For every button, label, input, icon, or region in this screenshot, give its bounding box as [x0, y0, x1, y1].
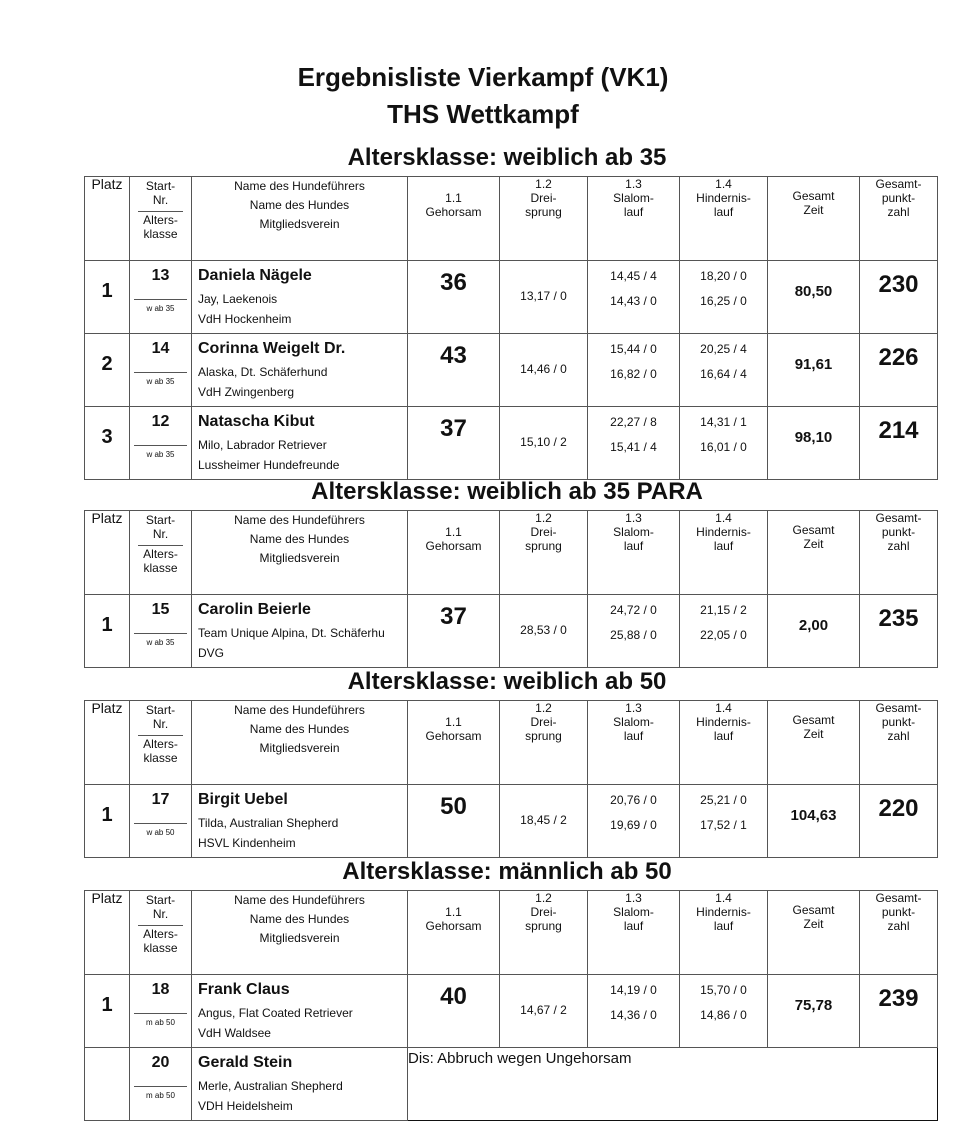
start-cell [130, 595, 192, 668]
header-gehorsam: 1.1 Gehorsam [408, 511, 500, 595]
gesamtzeit-cell [768, 261, 860, 334]
gesamtzeit-value: 98,10 [794, 429, 833, 446]
header-name-line: Name des Hundes [249, 722, 350, 736]
header-hindernis: 1.4 Hindernis- lauf [680, 891, 768, 975]
altersklasse-value: m ab 50 [146, 1018, 175, 1027]
header-hindernis: 1.4 Hindernis- lauf [680, 701, 768, 785]
start-divider [134, 633, 187, 634]
header-name-line: Mitgliedsverein [259, 741, 340, 755]
slalom-run-2: 16,82 / 0 [610, 367, 657, 381]
header-name [192, 891, 408, 975]
header-name-line: Name des Hundeführers [234, 703, 365, 717]
handler-name: Carolin Beierle [198, 601, 311, 618]
platz-cell [85, 595, 130, 668]
hindernis-cell [680, 595, 768, 668]
hindernis-run-2: 14,86 / 0 [700, 1008, 747, 1022]
gehorsam-cell [408, 334, 500, 407]
dog-name: Alaska, Dt. Schäferhund [198, 365, 328, 379]
header-name-line: Mitgliedsverein [259, 217, 340, 231]
hindernis-run-1: 14,31 / 1 [700, 415, 747, 429]
header-name [192, 701, 408, 785]
gehorsam-value: 37 [440, 415, 467, 442]
hindernis-cell [680, 975, 768, 1048]
header-dreisprung: 1.2 Drei- sprung [500, 891, 588, 975]
slalom-run-1: 15,44 / 0 [610, 342, 657, 356]
platz-value: 1 [101, 804, 113, 826]
start-number: 13 [151, 267, 170, 284]
platz-cell [85, 261, 130, 334]
slalom-run-1: 14,19 / 0 [610, 983, 657, 997]
results-table [84, 890, 938, 1121]
table-row [85, 407, 938, 480]
header-altersklasse-label: Alters- klasse [143, 547, 178, 575]
club-name: Lussheimer Hundefreunde [198, 458, 340, 472]
start-cell [130, 407, 192, 480]
hindernis-cell [680, 785, 768, 858]
handler-name: Birgit Uebel [198, 791, 288, 808]
name-cell [192, 334, 408, 407]
gehorsam-value: 37 [440, 603, 467, 630]
header-divider [138, 545, 183, 546]
header-start-nr [130, 511, 192, 595]
table-row [85, 975, 938, 1048]
start-cell [130, 1048, 192, 1121]
header-dreisprung: 1.2 Drei- sprung [500, 701, 588, 785]
header-gehorsam: 1.1 Gehorsam [408, 891, 500, 975]
gehorsam-cell [408, 407, 500, 480]
header-name [192, 177, 408, 261]
start-number: 18 [151, 981, 170, 998]
punktzahl-cell [860, 261, 938, 334]
header-gesamtzeit: Gesamt Zeit [768, 701, 860, 785]
table-row [85, 1048, 938, 1121]
hindernis-run-2: 17,52 / 1 [700, 818, 747, 832]
handler-name: Gerald Stein [198, 1054, 293, 1071]
hindernis-run-2: 16,01 / 0 [700, 440, 747, 454]
section-title: Altersklasse: weiblich ab 35 PARA [311, 478, 703, 505]
header-gesamtzeit: Gesamt Zeit [768, 891, 860, 975]
header-hindernis: 1.4 Hindernis- lauf [680, 177, 768, 261]
punktzahl-value: 214 [878, 417, 919, 444]
header-punktzahl: Gesamt- punkt- zahl [860, 701, 938, 785]
dog-name: Milo, Labrador Retriever [198, 438, 327, 452]
platz-value: 3 [101, 426, 113, 448]
name-cell [192, 595, 408, 668]
dog-name: Team Unique Alpina, Dt. Schäferhu [198, 626, 385, 640]
hindernis-run-1: 25,21 / 0 [700, 793, 747, 807]
platz-cell [85, 407, 130, 480]
header-name-line: Mitgliedsverein [259, 931, 340, 945]
section-title: Altersklasse: männlich ab 50 [342, 858, 672, 885]
header-dreisprung: 1.2 Drei- sprung [500, 177, 588, 261]
header-platz: Platz [85, 511, 130, 595]
gesamtzeit-value: 104,63 [790, 807, 837, 824]
header-slalom: 1.3 Slalom- lauf [588, 701, 680, 785]
gesamtzeit-cell [768, 785, 860, 858]
start-cell [130, 334, 192, 407]
header-slalom: 1.3 Slalom- lauf [588, 177, 680, 261]
table-row [85, 785, 938, 858]
gehorsam-cell [408, 261, 500, 334]
punktzahl-cell [860, 785, 938, 858]
table-row [85, 595, 938, 668]
header-gesamtzeit: Gesamt Zeit [768, 177, 860, 261]
platz-value: 1 [101, 994, 113, 1016]
header-name-line: Name des Hundes [249, 912, 350, 926]
slalom-run-1: 24,72 / 0 [610, 603, 657, 617]
punktzahl-cell [860, 334, 938, 407]
name-cell [192, 975, 408, 1048]
altersklasse-value: w ab 35 [146, 377, 175, 386]
gesamtzeit-value: 80,50 [794, 283, 833, 300]
slalom-cell [588, 407, 680, 480]
handler-name: Corinna Weigelt Dr. [198, 340, 346, 357]
header-start-nr-label: Start- Nr. [145, 893, 176, 921]
header-name [192, 511, 408, 595]
gesamtzeit-value: 2,00 [798, 617, 829, 634]
header-name-line: Name des Hundes [249, 532, 350, 546]
handler-name: Daniela Nägele [198, 267, 312, 284]
section-title: Altersklasse: weiblich ab 50 [347, 668, 667, 695]
slalom-run-1: 14,45 / 4 [610, 269, 657, 283]
start-divider [134, 372, 187, 373]
dreisprung-value: 14,46 / 0 [520, 362, 567, 376]
slalom-run-2: 14,43 / 0 [610, 294, 657, 308]
start-number: 20 [151, 1054, 170, 1071]
hindernis-run-2: 22,05 / 0 [700, 628, 747, 642]
punktzahl-value: 220 [878, 795, 919, 822]
dreisprung-cell [500, 334, 588, 407]
hindernis-run-1: 21,15 / 2 [700, 603, 747, 617]
punktzahl-cell [860, 975, 938, 1048]
start-cell [130, 975, 192, 1048]
gesamtzeit-cell [768, 334, 860, 407]
club-name: VdH Hockenheim [198, 312, 292, 326]
dog-name: Angus, Flat Coated Retriever [198, 1006, 353, 1020]
club-name: VDH Heidelsheim [198, 1099, 293, 1113]
header-platz: Platz [85, 177, 130, 261]
slalom-cell [588, 261, 680, 334]
slalom-run-1: 22,27 / 8 [610, 415, 657, 429]
results-table [84, 510, 938, 668]
platz-cell [85, 785, 130, 858]
name-cell [192, 261, 408, 334]
section-title: Altersklasse: weiblich ab 35 [347, 144, 667, 171]
platz-cell [85, 1048, 130, 1121]
dreisprung-value: 18,45 / 2 [520, 813, 567, 827]
altersklasse-value: m ab 50 [146, 1091, 175, 1100]
header-gesamtzeit: Gesamt Zeit [768, 511, 860, 595]
header-punktzahl: Gesamt- punkt- zahl [860, 891, 938, 975]
platz-value: 1 [101, 614, 113, 636]
club-name: VdH Zwingenberg [198, 385, 295, 399]
punktzahl-value: 235 [878, 605, 919, 632]
header-altersklasse-label: Alters- klasse [143, 213, 178, 241]
header-altersklasse-label: Alters- klasse [143, 737, 178, 765]
table-header-row [85, 511, 938, 595]
punktzahl-value: 226 [878, 344, 919, 371]
gesamtzeit-cell [768, 407, 860, 480]
altersklasse-value: w ab 35 [146, 450, 175, 459]
header-slalom: 1.3 Slalom- lauf [588, 891, 680, 975]
altersklasse-value: w ab 35 [146, 638, 175, 647]
name-cell [192, 785, 408, 858]
start-number: 17 [151, 791, 170, 808]
start-divider [134, 445, 187, 446]
handler-name: Natascha Kibut [198, 413, 315, 430]
table-row [85, 261, 938, 334]
gehorsam-value: 36 [440, 269, 467, 296]
platz-value: 2 [101, 353, 113, 375]
hindernis-run-1: 18,20 / 0 [700, 269, 747, 283]
header-gehorsam: 1.1 Gehorsam [408, 177, 500, 261]
header-start-nr-label: Start- Nr. [145, 513, 176, 541]
hindernis-cell [680, 261, 768, 334]
table-row [85, 334, 938, 407]
header-hindernis: 1.4 Hindernis- lauf [680, 511, 768, 595]
slalom-cell [588, 975, 680, 1048]
header-start-nr [130, 891, 192, 975]
name-cell [192, 1048, 408, 1121]
platz-value: 1 [101, 280, 113, 302]
start-number: 15 [151, 601, 170, 618]
page-title: Ergebnisliste Vierkampf (VK1) [297, 62, 669, 92]
results-table [84, 700, 938, 858]
punktzahl-cell [860, 595, 938, 668]
header-start-nr [130, 177, 192, 261]
dog-name: Jay, Laekenois [198, 292, 278, 306]
hindernis-cell [680, 407, 768, 480]
header-start-nr-label: Start- Nr. [145, 703, 176, 731]
dreisprung-cell [500, 595, 588, 668]
results-table [84, 176, 938, 480]
gesamtzeit-value: 91,61 [794, 356, 833, 373]
dog-name: Merle, Australian Shepherd [198, 1079, 343, 1093]
dreisprung-cell [500, 407, 588, 480]
start-divider [134, 823, 187, 824]
header-name-line: Name des Hundeführers [234, 513, 365, 527]
start-divider [134, 1086, 187, 1087]
header-start-nr [130, 701, 192, 785]
disqualification-note: Dis: Abbruch wegen Ungehorsam [408, 1050, 632, 1067]
start-cell [130, 785, 192, 858]
header-platz: Platz [85, 701, 130, 785]
dreisprung-cell [500, 975, 588, 1048]
slalom-run-2: 14,36 / 0 [610, 1008, 657, 1022]
gehorsam-cell [408, 975, 500, 1048]
gesamtzeit-cell [768, 975, 860, 1048]
start-number: 12 [151, 413, 170, 430]
header-name-line: Name des Hundeführers [234, 179, 365, 193]
header-divider [138, 925, 183, 926]
header-name-line: Name des Hundeführers [234, 893, 365, 907]
hindernis-cell [680, 334, 768, 407]
header-punktzahl: Gesamt- punkt- zahl [860, 511, 938, 595]
header-dreisprung: 1.2 Drei- sprung [500, 511, 588, 595]
gehorsam-value: 43 [440, 342, 467, 369]
hindernis-run-2: 16,25 / 0 [700, 294, 747, 308]
dog-name: Tilda, Australian Shepherd [198, 816, 339, 830]
dreisprung-cell [500, 261, 588, 334]
gehorsam-value: 50 [440, 793, 467, 820]
header-platz: Platz [85, 891, 130, 975]
gehorsam-value: 40 [440, 983, 467, 1010]
table-header-row [85, 891, 938, 975]
disqualification-cell [408, 1048, 938, 1121]
slalom-cell [588, 595, 680, 668]
slalom-run-2: 25,88 / 0 [610, 628, 657, 642]
gehorsam-cell [408, 595, 500, 668]
header-gehorsam: 1.1 Gehorsam [408, 701, 500, 785]
name-cell [192, 407, 408, 480]
altersklasse-value: w ab 50 [146, 828, 175, 837]
start-divider [134, 299, 187, 300]
slalom-run-2: 15,41 / 4 [610, 440, 657, 454]
header-altersklasse-label: Alters- klasse [143, 927, 178, 955]
dreisprung-value: 14,67 / 2 [520, 1003, 567, 1017]
platz-cell [85, 975, 130, 1048]
header-divider [138, 735, 183, 736]
start-divider [134, 1013, 187, 1014]
table-header-row [85, 177, 938, 261]
gesamtzeit-cell [768, 595, 860, 668]
handler-name: Frank Claus [198, 981, 290, 998]
start-cell [130, 261, 192, 334]
hindernis-run-2: 16,64 / 4 [700, 367, 747, 381]
platz-cell [85, 334, 130, 407]
header-divider [138, 211, 183, 212]
punktzahl-value: 239 [878, 985, 919, 1012]
dreisprung-value: 15,10 / 2 [520, 435, 567, 449]
start-number: 14 [151, 340, 170, 357]
header-punktzahl: Gesamt- punkt- zahl [860, 177, 938, 261]
club-name: VdH Waldsee [198, 1026, 271, 1040]
altersklasse-value: w ab 35 [146, 304, 175, 313]
gesamtzeit-value: 75,78 [794, 997, 833, 1014]
dreisprung-cell [500, 785, 588, 858]
slalom-cell [588, 785, 680, 858]
header-slalom: 1.3 Slalom- lauf [588, 511, 680, 595]
gehorsam-cell [408, 785, 500, 858]
slalom-run-1: 20,76 / 0 [610, 793, 657, 807]
header-name-line: Name des Hundes [249, 198, 350, 212]
club-name: HSVL Kindenheim [198, 836, 296, 850]
punktzahl-cell [860, 407, 938, 480]
slalom-cell [588, 334, 680, 407]
dreisprung-value: 13,17 / 0 [520, 289, 567, 303]
slalom-run-2: 19,69 / 0 [610, 818, 657, 832]
table-header-row [85, 701, 938, 785]
hindernis-run-1: 15,70 / 0 [700, 983, 747, 997]
header-start-nr-label: Start- Nr. [145, 179, 176, 207]
hindernis-run-1: 20,25 / 4 [700, 342, 747, 356]
dreisprung-value: 28,53 / 0 [520, 623, 567, 637]
club-name: DVG [198, 646, 225, 660]
punktzahl-value: 230 [878, 271, 919, 298]
header-name-line: Mitgliedsverein [259, 551, 340, 565]
page-subtitle: THS Wettkampf [387, 99, 579, 129]
